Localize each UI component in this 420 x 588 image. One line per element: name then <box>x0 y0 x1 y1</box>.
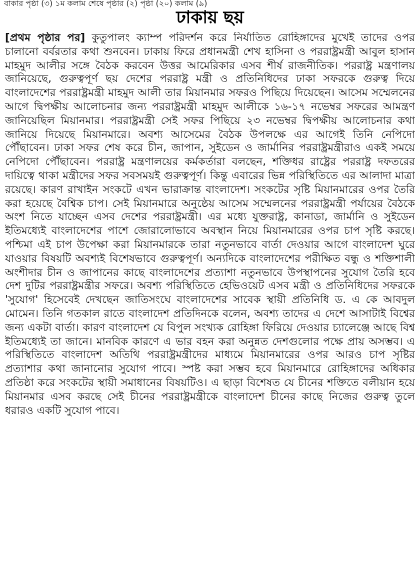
headline: ঢাকায় ছয় <box>176 8 244 28</box>
article-body-text: কুতুপালং ক্যাম্প পরিদর্শন করে নির্যাতিত রোহিঙ্গাদের মুখেই তাদের ওপর চালানো বর্বরতার কথা শুনবেন। ঢাকায় ফিরে প্রধানমন্ত্রী শেখ হাসিনা ও পররাষ্ট্রমন্ত্রী আবুল হাসান মাহমুদ আলীর সঙ্গে বৈঠক করবেন উত্তর আমেরিকার এসব শীর্ষ রাজনীতিক। পররাষ্ট্র মন্ত্রণালয় জানিয়েছে, গুরুত্বপূর্ণ ছয় দেশের পররাষ্ট্র মন্ত্রী ও প্রতিনিধিদের ঢাকা সফরকে গুরুত্ব দিয়ে বাংলাদেশের পররাষ্ট্রমন্ত্রী মাহমুদ আলী তার মিয়ানমার সফরও পিছিয়ে দিয়েছেন। আসেম সম্মেলনের আগে দ্বিপক্ষীয় আলোচনার জন্য পররাষ্ট্রমন্ত্রী মাহমুদ আলীকে ১৬-১৭ নভেম্বর সফরের আমন্ত্রণ জানিয়েছিল মিয়ানমার। পররাষ্ট্রমন্ত্রী সেই সফর পিছিয়ে ২৩ নভেম্বর দ্বিপক্ষীয় আলোচনার কথা জানিয়ে দিয়েছে মিয়ানমারে। অবশ্য আসেমের বৈঠক উপলক্ষে এর আগেই তিনি নেপিদো পৌঁছাবেন। ঢাকা সফর শেষ করে চীন, জাপান, সুইডেন ও জার্মানির পররাষ্ট্রমন্ত্রীরাও একই সময়ে নেপিদো পৌঁছাবেন। পররাষ্ট্র মন্ত্রণালয়ের কর্মকর্তারা বলছেন, শক্তিধর রাষ্ট্রের পররাষ্ট্র দফতরের দায়িত্বে থাকা মন্ত্রীদের সফর সবসময়ই গুরুত্বপূর্ণ। কিন্তু এবারের ভিন্ন পরিস্থিতিতে এর আলাদা মাত্রা রয়েছে। কারণ রাখাইন সংকটে এখন ভারাক্রান্ত বাংলাদেশ। সংকটের সৃষ্টি মিয়ানমারের ওপর তৈরি করা হয়েছে বৈশ্বিক চাপ। সেই মিয়ানমারে অনুষ্ঠেয় আসেম সম্মেলনের পররাষ্ট্রমন্ত্রী পর্যায়ের বৈঠকে অংশ নিতে যাচ্ছেন এসব দেশের পররাষ্ট্রমন্ত্রী। এর মধ্যে যুক্তরাষ্ট্র, কানাডা, জার্মানি ও সুইডেন ইতিমধ্যেই বাংলাদেশের পাশে জোরালোভাবে অবস্থান নিয়ে মিয়ানমারের ওপর চাপ সৃষ্টি করছে। পশ্চিমা এই চাপ উপেক্ষা করা মিয়ানমারকে তারা নতুনভাবে বার্তা দেওয়ার আগে বাংলাদেশ ঘুরে যাওয়ার বিষয়টি অবশ্যই বিশেষভাবে গুরুত্বপূর্ণ। অন্যদিকে বাংলাদেশের পরীক্ষিত বন্ধু ও শক্তিশালী অংশীদার চীন ও জাপানের কাছে বাংলাদেশের প্রত্যাশা নতুনভাবে উপস্থাপনের সুযোগ তৈরি হবে দেশ দুটির পররাষ্ট্রমন্ত্রীর সফরে। অবশ্য পরিস্থিতিতে হেভিওয়েট এসব মন্ত্রী ও প্রতিনিধিদের সফরকে 'সুযোগ' হিসেবেই দেখছেন জাতিসংঘে বাংলাদেশের সাবেক স্থায়ী প্রতিনিধি ড. এ কে আবদুল মোমেন। তিনি গতকাল রাতে বাংলাদেশ প্রতিদিনকে বলেন, অবশ্য তাদের এ দেশে আসাটাই বিশ্বের জন্য একটা বার্তা। কারণ বাংলাদেশ যে বিপুল সংখ্যক রোহিঙ্গা ফিরিয়ে দেওয়ার চ্যালেঞ্জে আছে বিশ্ব ইতিমধ্যেই তা জানে। মানবিক কারণে এ ভার বহন করা অনুন্নত দেশগুলোর পক্ষে প্রায় অসম্ভব। এ পরিস্থিতিতে বাংলাদেশ অতিথি পররাষ্ট্রমন্ত্রীদের মাধ্যমে মিয়ানমারের ওপর আরও চাপ সৃষ্টির প্রত্যাশার কথা জানানোর সুযোগ পাবে। স্পষ্ট করা সম্ভব হবে মিয়ানমারে রোহিঙ্গাদের অধিকার প্রতিষ্ঠা করে সংকটের স্থায়ী সমাধানের বিষয়টিও। এ ছাড়া বিশেষত যে চীনের শক্তিতে বলীয়ান হয়ে মিয়ানমার এসব করছে সেই চীনের পররাষ্ট্রমন্ত্রীকে বাংলাদেশ চীনের কাছে নিজের গুরুত্ব তুলে ধরারও একটি সুযোগ পাবে। <box>5 32 415 417</box>
article-body <box>5 32 415 584</box>
continuation-tag: [প্রথম পৃষ্ঠার পর] <box>5 32 86 44</box>
article-paragraph <box>5 32 415 418</box>
cut-off-top-line: বাকার পৃষ্ঠা (৩) ১ম কলাম শেষে পৃষ্ঠার (২) পৃষ্ঠা (২০) কলাম (৯) <box>4 0 208 8</box>
